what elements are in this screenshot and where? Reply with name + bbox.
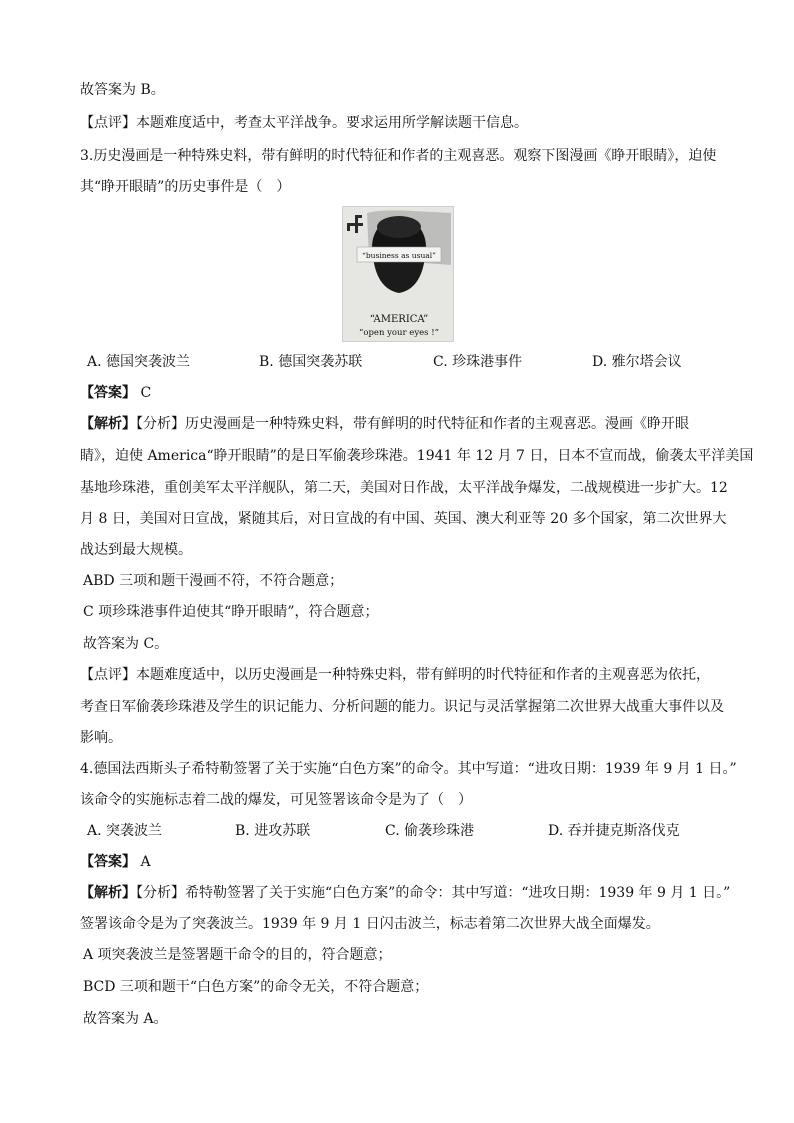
analysis-text: 【分析】希特勒签署了关于实施“白色方案”的命令：其中写道：“进攻日期：1939 年 9 月 1 日。”: [136, 885, 731, 901]
comment-line: 【点评】本题难度适中，考查太平洋战争。要求运用所学解读题干信息。: [80, 115, 528, 131]
cartoon-open-your-eyes: [342, 206, 454, 342]
poster-title: “AMERICA”: [369, 314, 429, 325]
analysis-3-line-7: C 项珍珠港事件迫使其“睁开眼睛”，符合题意；: [83, 604, 379, 620]
question-3-stem: 3.历史漫画是一种特殊史料，带有鲜明的时代特征和作者的主观喜恶。观察下图漫画《睁开眼睛》，迫使: [80, 148, 717, 164]
option-d: D. 雅尔塔会议: [592, 354, 682, 370]
analysis-4-line-2: 签署该命令是为了突袭波兰。1939 年 9 月 1 日闪击波兰，标志着第二次世界大战全面爆发。: [80, 916, 660, 932]
option-c: C. 偷袭珍珠港: [385, 823, 475, 839]
analysis-4-line-3: A 项突袭波兰是签署题干命令的目的，符合题意；: [83, 947, 392, 963]
analysis-3-line-1: [80, 414, 689, 434]
analysis-3-line-4: 月 8 日，美国对日宣战，紧随其后，对日宣战的有中国、英国、澳大利亚等 20 多个国家，第二次世界大: [80, 511, 727, 527]
option-a: A. 德国突袭波兰: [87, 354, 191, 370]
analysis-text: 【分析】历史漫画是一种特殊史料，带有鲜明的时代特征和作者的主观喜恶。漫画《睁开眼: [136, 416, 689, 432]
question-4-stem-cont: 该命令的实施标志着二战的爆发，可见签署该命令是为了（ ）: [80, 792, 472, 808]
analysis-3-line-3: 基地珍珠港，重创美军太平洋舰队，第二天，美国对日作战，太平洋战争爆发，二战规模进一步扩大。12: [80, 480, 728, 496]
band-text: “business as usual”: [362, 251, 436, 260]
option-d: D. 吞并捷克斯洛伐克: [548, 823, 680, 839]
comment-3-line-3: 影响。: [80, 730, 122, 746]
answer-3: [80, 383, 151, 403]
answer-tag: 【答案】: [80, 385, 136, 401]
answer-tag: 【答案】: [80, 854, 136, 870]
option-b: B. 进攻苏联: [235, 823, 311, 839]
answer-value: C: [140, 385, 152, 401]
comment-3-line-1: 【点评】本题难度适中，以历史漫画是一种特殊史料，带有鲜明的时代特征和作者的主观喜恶为依托，: [80, 667, 710, 683]
analysis-3-line-5: 战达到最大规模。: [80, 542, 192, 558]
analysis-3-line-6: ABD 三项和题干漫画不符，不符合题意；: [83, 573, 344, 589]
analysis-3-line-8: 故答案为 C。: [83, 636, 169, 652]
analysis-4-line-1: [80, 883, 730, 903]
option-b: B. 德国突袭苏联: [259, 354, 363, 370]
question-3-options: [87, 352, 707, 372]
analysis-4-line-4: BCD 三项和题干“白色方案”的命令无关，不符合题意；: [83, 979, 429, 995]
analysis-tag: 【解析】: [80, 416, 136, 432]
question-3-stem-cont: 其“睁开眼睛”的历史事件是（ ）: [80, 179, 291, 195]
analysis-3-line-2: 睛》，迫使 America“睁开眼睛”的是日军偷袭珍珠港。1941 年 12 月 7 日，日本不宣而战，偷袭太平洋美国: [80, 448, 754, 464]
analysis-4-line-5: 故答案为 A。: [83, 1011, 168, 1027]
analysis-tag: 【解析】: [80, 885, 136, 901]
question-4-options: [87, 821, 707, 841]
option-c: C. 珍珠港事件: [433, 354, 523, 370]
comment-3-line-2: 考查日军偷袭珍珠港及学生的识记能力、分析问题的能力。识记与灵活掌握第二次世界大战重大事件以及: [80, 699, 724, 715]
answer-value: A: [140, 854, 151, 870]
answer-4: [80, 852, 151, 872]
poster-subtitle: “open your eyes !”: [359, 328, 439, 338]
question-4-stem: 4.德国法西斯头子希特勒签署了关于实施“白色方案”的命令。其中写道：“进攻日期：1939 年 9 月 1 日。”: [80, 761, 737, 777]
cartoon-drawing: [343, 207, 453, 341]
option-a: A. 突袭波兰: [87, 823, 163, 839]
answer-line: 故答案为 B。: [80, 82, 165, 98]
